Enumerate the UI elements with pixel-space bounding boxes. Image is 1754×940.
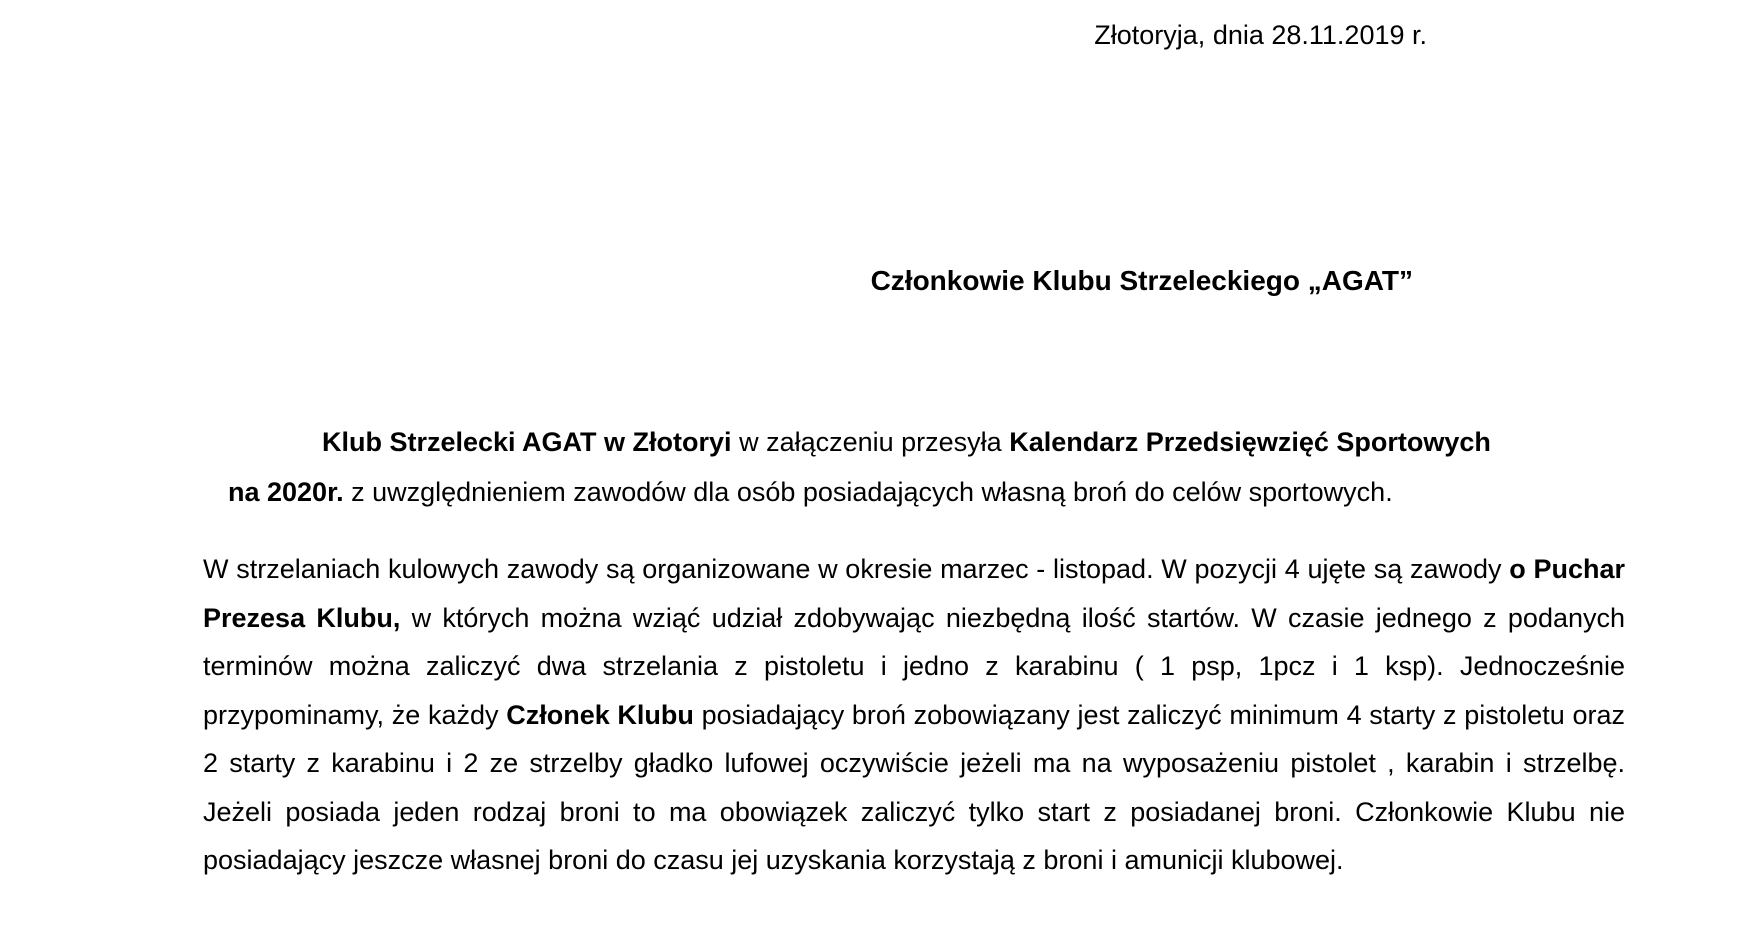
calendar-name: Kalendarz Przedsięwzięć Sportowych xyxy=(1009,427,1491,457)
intro-text-a: w załączeniu przesyła xyxy=(739,427,1002,457)
calendar-year: na 2020r. xyxy=(228,477,344,507)
intro-paragraph xyxy=(228,417,1628,517)
intro-text-b: z uwzględnieniem zawodów dla osób posiadających własną broń do celów sportowych. xyxy=(351,477,1393,507)
body-text-1: W strzelaniach kulowych zawody są organizowane w okresie marzec - listopad. W pozycji 4 ujęte są zawody xyxy=(203,554,1510,584)
cup-name: o Puchar Prezesa Klubu, xyxy=(203,554,1625,633)
club-member: Członek Klubu xyxy=(506,699,694,730)
addressee-heading: Członkowie Klubu Strzeleckiego „AGAT” xyxy=(870,265,1413,296)
body-paragraph xyxy=(203,545,1625,885)
date-line: Złotoryja, dnia 28.11.2019 r. xyxy=(1094,20,1427,50)
intro-line-2 xyxy=(228,467,1628,517)
intro-line-1 xyxy=(228,417,1628,467)
body-text-2: w których można wziąć udział zdobywając niezbędną ilość startów. W czasie jednego z podanych terminów można zaliczyć dwa strzelania z pistoletu i jedno z karabinu ( 1 psp, 1pcz i 1 ksp). Jednocześnie przypominamy, że każdy xyxy=(203,602,1626,730)
club-name: Klub Strzelecki AGAT w Złotoryi xyxy=(322,427,732,457)
body-text-3: posiadający broń zobowiązany jest zaliczyć minimum 4 starty z pistoletu oraz 2 starty z karabinu i 2 ze strzelby gładko lufowej oczywiście jeżeli ma na wyposażeniu pistolet , karabin i strzelbę. Jeżeli posiada jeden rodzaj broni to ma obowiązek zaliczyć tylko start z posiadanej broni. Członkowie Klubu nie posiadający jeszcze własnej broni do czasu jej uzyskania korzystają z broni i amunicji klubowej. xyxy=(203,699,1625,875)
